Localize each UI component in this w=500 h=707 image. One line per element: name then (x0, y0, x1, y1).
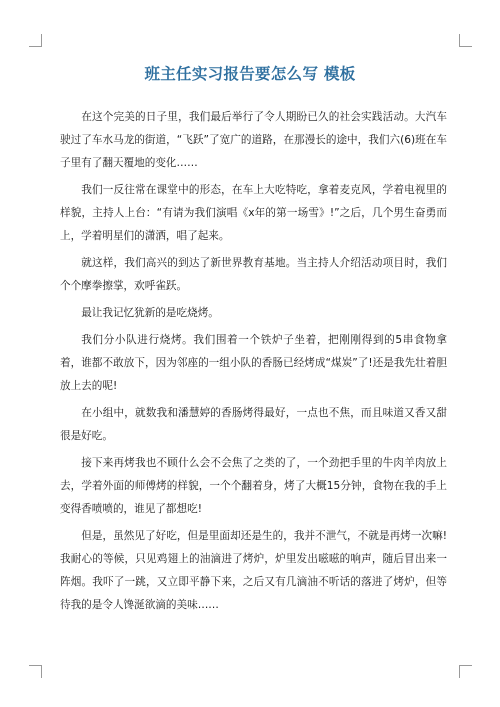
crop-mark-top-left (29, 34, 42, 47)
paragraph: 就这样，我们高兴的到达了新世界教育基地。当主持人介绍活动项目时，我们个个摩拳擦掌，欢呼雀跃。 (60, 257, 447, 292)
crop-mark-bottom-right (459, 665, 472, 678)
paragraph: 但是，虽然见了好吃，但是里面却还是生的，我并不泄气，不就是再烤一次嘛!我耐心的等候，只见鸡翅上的油滴进了烤炉，炉里发出嗞嗞的响声，随后冒出来一阵烟。我吓了一跳，又立即平静下来，之后又有几滴油不听话的落进了烤炉，但等待我的是令人馋涎欲滴的美味…… (60, 530, 447, 611)
paragraph: 最让我记忆犹新的是吃烧烤。 (81, 307, 219, 319)
paragraph: 接下来再烤我也不顾什么会不会焦了之类的了，一个劲把手里的牛肉羊肉放上去，学着外面的师傅烤的样貌，一个个翻着身，烤了大概15分钟，食物在我的手上变得香喷喷的，谁见了都想吃! (60, 457, 447, 515)
paragraph: 在小组中，就数我和潘慧婷的香肠烤得最好，一点也不焦，而且味道又香又甜很是好吃。 (60, 407, 447, 442)
document-title: 班主任实习报告要怎么写 模板 (144, 65, 356, 83)
paragraph: 在这个完美的日子里，我们最后举行了令人期盼已久的社会实践活动。大汽车驶过了车水马龙的街道，“飞跃”了宽广的道路，在那漫长的途中，我们六(6)班在车子里有了翻天覆地的变化…… (60, 111, 447, 169)
crop-mark-top-right (459, 34, 472, 47)
paragraph: 我们一反往常在课堂中的形态，在车上大吃特吃，拿着麦克风，学着电视里的样貌，主持人上台：“有请为我们演唱《x年的第一场雪》!”之后，几个男生奋勇而上，学着明星们的潇洒，唱了起来。 (60, 184, 447, 242)
paragraph: 我们分小队进行烧烤。我们围着一个铁炉子坐着，把刚刚得到的5串食物拿着，谁都不敢放下，因为邻座的一组小队的香肠已经烤成“煤炭”了!还是我先壮着胆放上去的呢! (60, 334, 447, 392)
document-body (60, 106, 447, 621)
crop-mark-bottom-left (29, 665, 42, 678)
